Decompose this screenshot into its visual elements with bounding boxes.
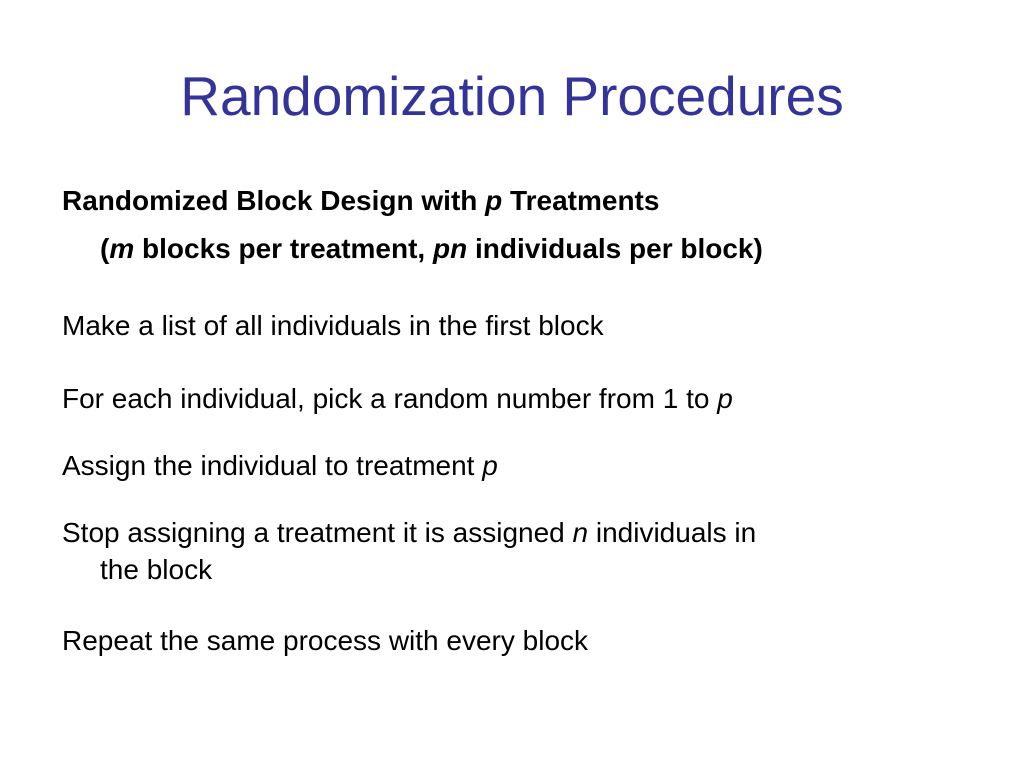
step-2-variable-p: p bbox=[717, 383, 733, 414]
step-3-variable-p: p bbox=[482, 450, 498, 481]
step-1: Make a list of all individuals in the first block bbox=[62, 310, 604, 341]
subheading-text: blocks per treatment, bbox=[134, 233, 433, 264]
step-4 bbox=[62, 515, 756, 551]
step-3 bbox=[62, 448, 498, 484]
step-4-variable-n: n bbox=[572, 517, 589, 548]
step-4-text: Stop assigning a treatment it is assigned bbox=[62, 517, 573, 548]
design-subheading bbox=[100, 231, 763, 267]
subheading-variable-m: m bbox=[109, 233, 135, 264]
step-2 bbox=[62, 381, 733, 417]
subheading-variable-pn: pn bbox=[433, 233, 468, 264]
slide-title: Randomization Procedures bbox=[180, 65, 844, 127]
step-3-text: Assign the individual to treatment bbox=[62, 450, 483, 481]
subheading-text: ( bbox=[100, 233, 110, 264]
subheading-text: individuals per block) bbox=[467, 233, 763, 264]
step-5: Repeat the same process with every block bbox=[62, 625, 589, 656]
step-2-text: For each individual, pick a random number from 1 to bbox=[62, 383, 718, 414]
heading-text: Randomized Block Design with bbox=[62, 185, 486, 216]
step-4-continuation: the block bbox=[100, 554, 213, 585]
design-heading bbox=[62, 183, 659, 219]
heading-variable-p: p bbox=[485, 185, 503, 216]
step-4-text: individuals in bbox=[588, 517, 757, 548]
heading-text: Treatments bbox=[502, 185, 660, 216]
